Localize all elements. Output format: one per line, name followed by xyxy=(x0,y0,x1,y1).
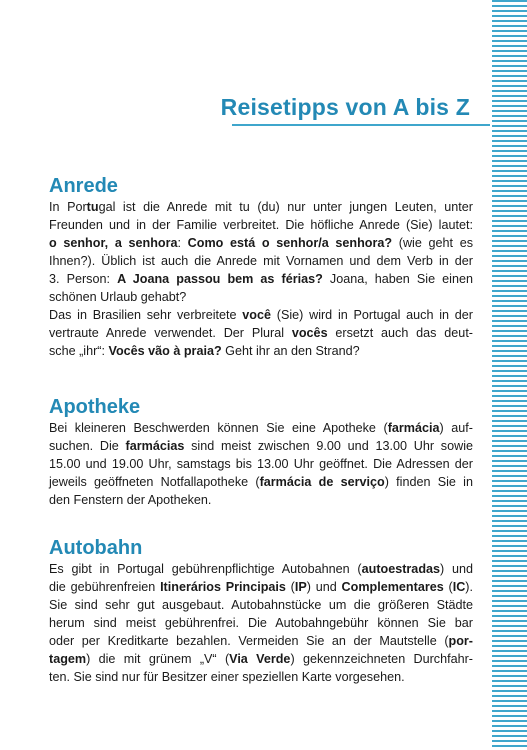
bold-term: vocês xyxy=(291,326,328,340)
bold-term: IP xyxy=(294,580,307,594)
paragraph-line: die gebührenfreien Itinerários Principais (IP) und Complementares (IC). xyxy=(49,580,473,594)
bold-term: o senhor, a senhora xyxy=(49,236,178,250)
bold-term: Como está o senhor/a senhora? xyxy=(187,236,393,250)
bold-term: Vocês vão à praia? xyxy=(108,344,222,358)
bold-term: por- xyxy=(448,634,473,648)
paragraph-line: schönen Urlaub gehabt? xyxy=(49,290,187,304)
paragraph-line: tagem) die mit grünem „V“ (Via Verde) gekennzeichneten Durchfahr- xyxy=(49,652,473,666)
section-body xyxy=(49,198,473,360)
section-autobahn xyxy=(49,536,473,686)
section-apotheke xyxy=(49,395,473,509)
paragraph-line: sche „ihr“: Vocês vão à praia? Geht ihr an den Strand? xyxy=(49,344,360,358)
bold-term: Via Verde xyxy=(229,652,291,666)
bold-term: A Joana passou bem as férias? xyxy=(117,272,323,286)
paragraph-line: jeweils geöffneten Notfallapotheke (farmácia de serviço) finden Sie in xyxy=(49,475,473,489)
paragraph-line: ten. Sie sind nur für Besitzer einer speziellen Karte vorgesehen. xyxy=(49,670,405,684)
bold-term: autoestradas xyxy=(361,562,441,576)
paragraph-line: suchen. Die farmácias sind meist zwischen 9.00 und 13.00 Uhr sowie xyxy=(49,439,473,453)
paragraph-line: Sie sind sehr gut ausgebaut. Autobahnstücke um die größeren Städte xyxy=(49,598,473,612)
section-heading: Autobahn xyxy=(49,537,143,559)
paragraph-line: Es gibt in Portugal gebührenpflichtige Autobahnen (autoestradas) und xyxy=(49,562,473,576)
section-body xyxy=(49,419,473,509)
bold-term: Itinerários Principais xyxy=(160,580,286,594)
paragraph-line: o senhor, a senhora: Como está o senhor/a senhora? (wie geht es xyxy=(49,236,474,250)
paragraph-line: Bei kleineren Beschwerden können Sie eine Apotheke (farmácia) auf- xyxy=(49,421,473,435)
bold-term: tu xyxy=(86,200,99,214)
section-heading: Anrede xyxy=(49,175,118,197)
title-underline xyxy=(232,124,490,126)
paragraph-line: Das in Brasilien sehr verbreitete você (Sie) wird in Portugal auch in der xyxy=(49,308,473,322)
bold-term: farmácias xyxy=(125,439,185,453)
section-anrede xyxy=(49,174,473,360)
paragraph-line: herum sind meist gebührenfrei. Die Autobahngebühr können Sie bar xyxy=(49,616,473,630)
paragraph-line: In Portugal ist die Anrede mit tu (du) nur unter jungen Leuten, unter xyxy=(49,200,473,214)
paragraph-line: 15.00 und 19.00 Uhr, samstags bis 13.00 Uhr geöffnet. Die Adressen der xyxy=(49,457,473,471)
paragraph-line: 3. Person: A Joana passou bem as férias? Joana, haben Sie einen xyxy=(49,272,473,286)
bold-term: farmácia de serviço xyxy=(259,475,385,489)
section-heading: Apotheke xyxy=(49,396,141,418)
bold-term: Complementares xyxy=(341,580,444,594)
section-body xyxy=(49,560,473,686)
paragraph-line: vertraute Anrede verwendet. Der Plural vocês ersetzt auch das deut- xyxy=(49,326,474,340)
bold-term: tagem xyxy=(49,652,87,666)
bold-term: você xyxy=(242,308,271,322)
decorative-stripe-bar xyxy=(492,0,527,750)
bold-term: IC xyxy=(452,580,466,594)
page-title: Reisetipps von A bis Z xyxy=(220,94,470,120)
paragraph-line: den Fenstern der Apotheken. xyxy=(49,493,212,507)
paragraph-line: oder per Kreditkarte bezahlen. Vermeiden Sie an der Mautstelle (por- xyxy=(49,634,473,648)
paragraph-line: Freunden und in der Familie verbreitet. Die höfliche Anrede (Sie) lautet: xyxy=(49,218,473,232)
bold-term: farmácia xyxy=(387,421,440,435)
paragraph-line: Ihnen?). Üblich ist auch die Anrede mit Vornamen und dem Verb in der xyxy=(49,254,473,268)
